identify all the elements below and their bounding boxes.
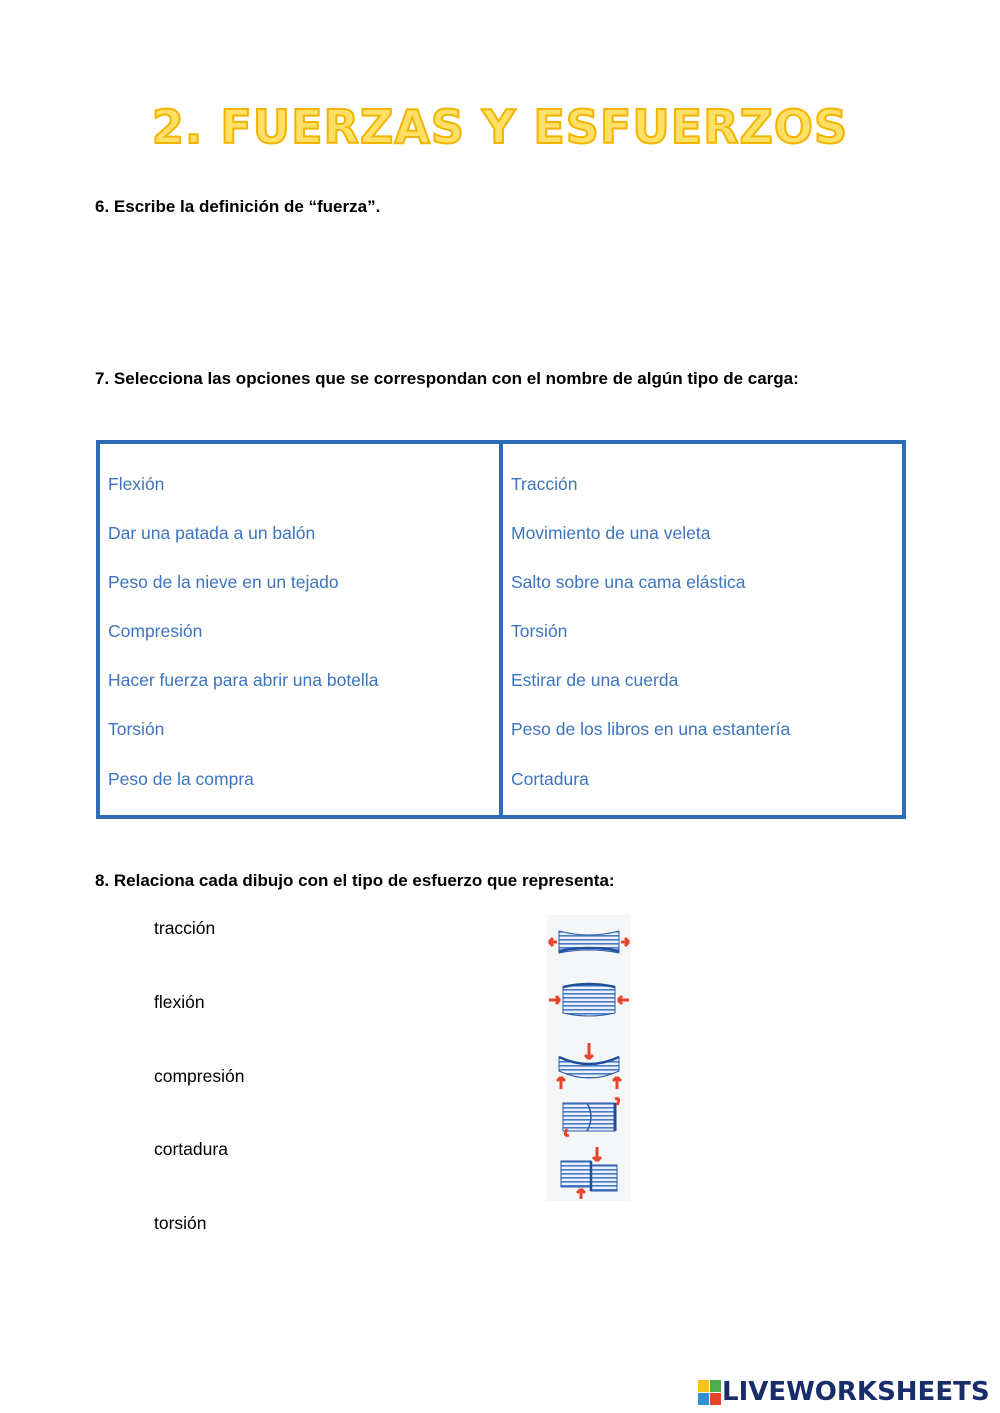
option-right-4[interactable]: Torsión bbox=[511, 621, 568, 641]
option-right-6[interactable]: Peso de los libros en una estantería bbox=[511, 719, 791, 739]
option-right-5[interactable]: Estirar de una cuerda bbox=[511, 670, 679, 690]
compression-beam-icon[interactable] bbox=[547, 973, 631, 1029]
torsion-beam-icon[interactable] bbox=[547, 1091, 631, 1147]
options-table bbox=[96, 440, 906, 819]
shear-beam-icon[interactable] bbox=[547, 1145, 631, 1201]
option-left-2[interactable]: Dar una patada a un balón bbox=[108, 523, 316, 543]
question-6: 6. Escribe la definición de “fuerza”. bbox=[95, 197, 381, 216]
option-left-6[interactable]: Torsión bbox=[108, 719, 165, 739]
match-word-compresion[interactable]: compresión bbox=[154, 1066, 245, 1086]
tension-beam-icon[interactable] bbox=[547, 915, 631, 971]
option-left-7[interactable]: Peso de la compra bbox=[108, 769, 254, 789]
liveworksheets-logo-icon bbox=[698, 1380, 720, 1404]
match-word-traccion[interactable]: tracción bbox=[154, 918, 216, 938]
options-column-right bbox=[499, 444, 902, 815]
liveworksheets-logo-text: LIVEWORKSHEETS bbox=[722, 1377, 990, 1407]
match-word-cortadura[interactable]: cortadura bbox=[154, 1139, 228, 1159]
option-right-1[interactable]: Tracción bbox=[511, 474, 578, 494]
liveworksheets-logo bbox=[698, 1377, 990, 1407]
option-right-7[interactable]: Cortadura bbox=[511, 769, 589, 789]
option-left-3[interactable]: Peso de la nieve en un tejado bbox=[108, 572, 339, 592]
option-right-3[interactable]: Salto sobre una cama elástica bbox=[511, 572, 746, 592]
bending-beam-icon[interactable] bbox=[547, 1037, 631, 1093]
option-left-4[interactable]: Compresión bbox=[108, 621, 203, 641]
option-left-5[interactable]: Hacer fuerza para abrir una botella bbox=[108, 670, 379, 690]
option-left-1[interactable]: Flexión bbox=[108, 474, 165, 494]
option-right-2[interactable]: Movimiento de una veleta bbox=[511, 523, 711, 543]
options-column-left bbox=[100, 444, 499, 815]
match-word-flexion[interactable]: flexión bbox=[154, 992, 205, 1012]
stress-images bbox=[547, 915, 631, 1201]
question-8: 8. Relaciona cada dibujo con el tipo de esfuerzo que representa: bbox=[95, 871, 615, 890]
question-7: 7. Selecciona las opciones que se correspondan con el nombre de algún tipo de carga: bbox=[95, 369, 799, 388]
page-title: 2. FUERZAS Y ESFUERZOS bbox=[151, 100, 849, 154]
match-word-torsion[interactable]: torsión bbox=[154, 1213, 207, 1233]
